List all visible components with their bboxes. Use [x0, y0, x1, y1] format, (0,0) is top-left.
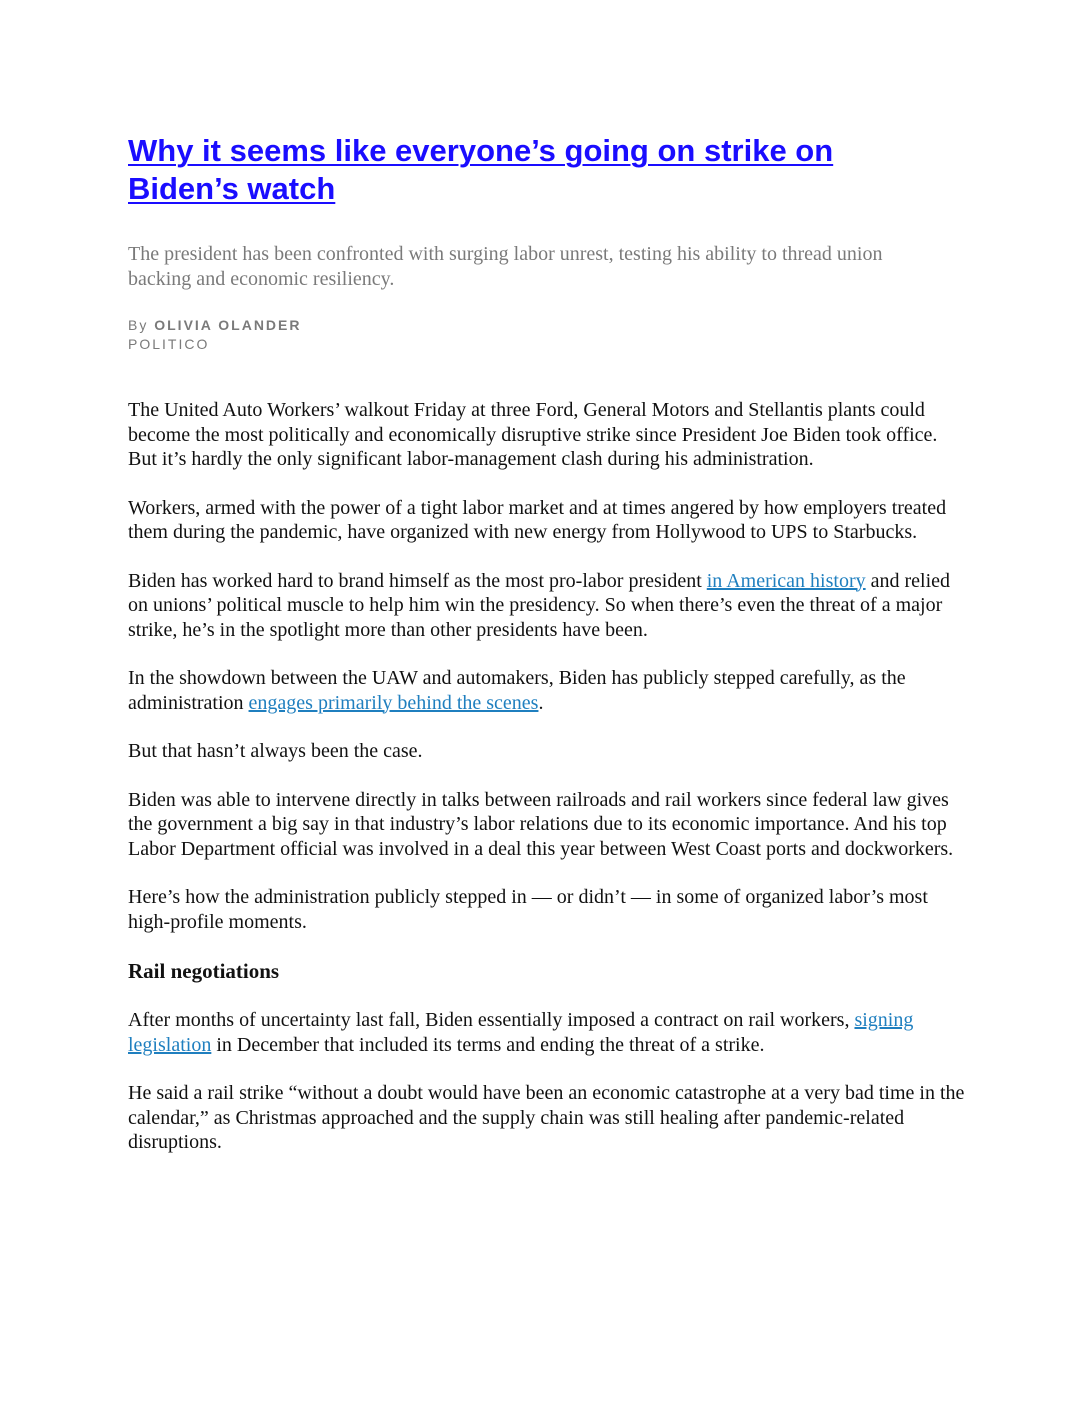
in-american-history-link[interactable]: in American history: [706, 569, 866, 592]
paragraph-6: Biden was able to intervene directly in talks between railroads and rail workers since federal law gives the government a big say in that industry’s labor relations due to its economic importance. And his top Labor Department official was involved in a deal this year between West Coast ports and dockworkers.: [128, 788, 954, 860]
outlet-name: POLITICO: [128, 336, 210, 352]
article-body: [128, 398, 968, 1155]
paragraph-8: [128, 1008, 968, 1057]
article: [128, 132, 968, 1179]
paragraph-3-text-a: Biden has worked hard to brand himself as the most pro-labor president: [128, 569, 707, 592]
behind-the-scenes-link[interactable]: engages primarily behind the scenes: [248, 691, 539, 714]
article-dek: The president has been confronted with surging labor unrest, testing his ability to thread union backing and economic resiliency.: [128, 243, 883, 290]
paragraph-4-text-b: .: [538, 691, 544, 714]
headline-link[interactable]: Why it seems like everyone’s going on strike on Biden’s watch: [128, 133, 834, 206]
author-name: OLIVIA OLANDER: [154, 317, 302, 333]
paragraph-7: Here’s how the administration publicly stepped in — or didn’t — in some of organized labor’s most high-profile moments.: [128, 886, 928, 933]
paragraph-2: Workers, armed with the power of a tight labor market and at times angered by how employers treated them during the pandemic, have organized with new energy from Hollywood to UPS to Starbucks.: [128, 496, 947, 543]
paragraph-3: [128, 569, 968, 643]
paragraph-4: [128, 666, 968, 715]
paragraph-5: But that hasn’t always been the case.: [128, 740, 423, 762]
paragraph-8-text-a: After months of uncertainty last fall, Biden essentially imposed a contract on rail workers,: [128, 1009, 855, 1031]
byline: [128, 316, 968, 354]
byline-prefix: By: [128, 317, 149, 333]
paragraph-9: He said a rail strike “without a doubt would have been an economic catastrophe at a very bad time in the calendar,” as Christmas approached and the supply chain was still healing after pandemic-related disruptions.: [128, 1082, 965, 1153]
paragraph-4-text-a: In the showdown between the UAW and automakers, Biden has publicly stepped carefully, as the administration: [128, 667, 906, 714]
paragraph-3-text-b: and relied on unions’ political muscle to help him win the presidency. So when there’s even the threat of a major strike, he’s in the spotlight more than other presidents have been.: [128, 569, 951, 641]
signing-legislation-link[interactable]: signing legislation: [128, 1009, 914, 1056]
section-heading-rail: Rail negotiations: [128, 959, 280, 983]
paragraph-1: The United Auto Workers’ walkout Friday at three Ford, General Motors and Stellantis plants could become the most politically and economically disruptive strike since President Joe Biden took office. But it’s hardly the only significant labor-management clash during his administration.: [128, 399, 938, 470]
paragraph-8-text-b: in December that included its terms and ending the threat of a strike.: [211, 1033, 765, 1056]
